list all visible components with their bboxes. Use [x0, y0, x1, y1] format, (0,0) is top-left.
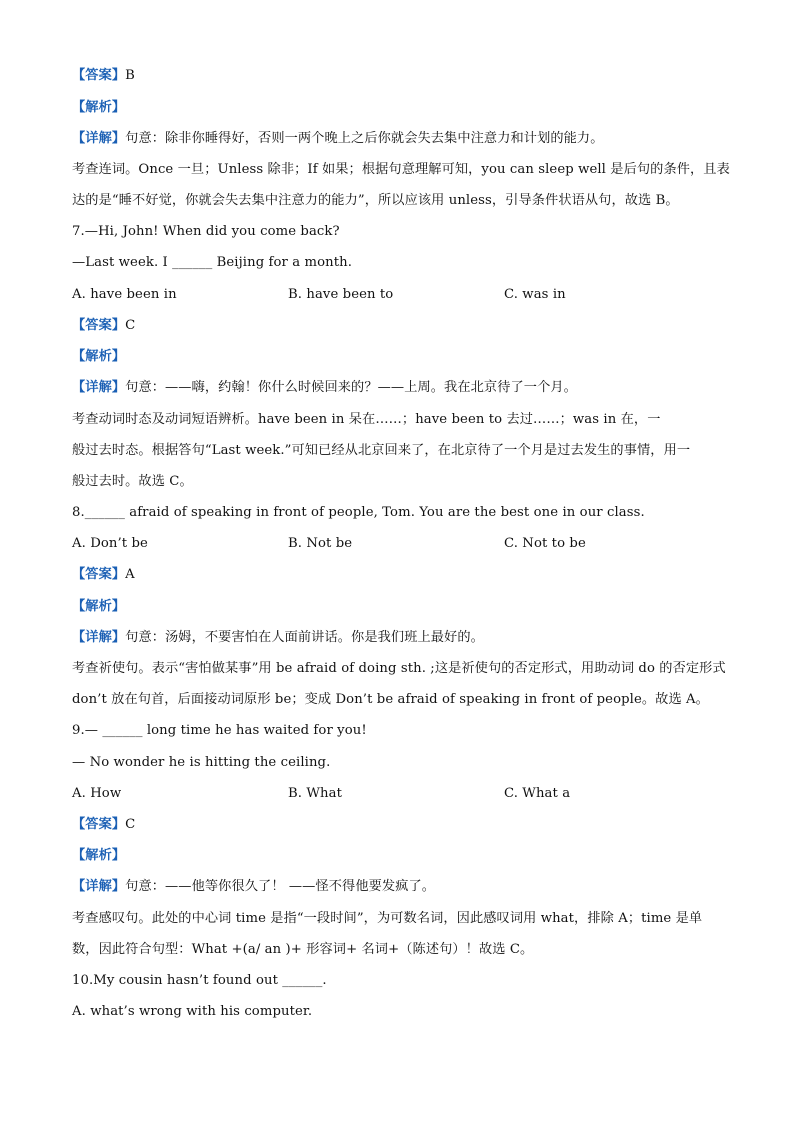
q6-explain-2: 达的是“睡不好觉，你就会失去集中注意力的能力”，所以应该用 unless，引导条件状语从句，故选 B。: [72, 193, 679, 208]
detail-text: 句意：除非你睡得好，否则一两个晚上之后你就会失去集中注意力和计划的能力。: [125, 131, 604, 146]
detail-text: 句意：汤姆，不要害怕在人面前讲话。你是我们班上最好的。: [125, 630, 484, 645]
detail-tag: 【详解】: [72, 630, 126, 645]
detail-tag: 【详解】: [72, 131, 126, 146]
q8-detail-line: [72, 628, 722, 648]
q8-option-c: C. Not to be: [504, 536, 586, 551]
analysis-tag: 【解析】: [72, 848, 126, 863]
q7-analysis-tag: [72, 347, 722, 367]
answer-value: C: [125, 817, 136, 832]
detail-tag: 【详解】: [72, 879, 126, 894]
q6-analysis-tag: [72, 98, 722, 118]
detail-tag: 【详解】: [72, 380, 126, 395]
q8-analysis-tag: [72, 597, 722, 617]
q7-answer-line: [72, 316, 722, 336]
q7-explain-1: 考查动词时态及动词短语辨析。have been in 呆在……；have been to 去过……；was in 在，一: [72, 412, 661, 427]
q9-detail-line: [72, 877, 722, 897]
q7-explain-2: 般过去时态。根据答句“Last week.”可知已经从北京回来了，在北京待了一个月是过去发生的事情，用一: [72, 443, 691, 458]
q10-question-1: 10.My cousin hasn’t found out ______.: [72, 973, 327, 988]
q8-answer-line: [72, 565, 722, 585]
analysis-tag: 【解析】: [72, 100, 126, 115]
answer-tag: 【答案】: [72, 318, 126, 333]
q7-option-a: A. have been in: [72, 287, 177, 302]
q7-option-b: B. have been to: [288, 287, 394, 302]
q7-question-1: 7.—Hi, John! When did you come back?: [72, 224, 340, 239]
detail-text: 句意：——嗨，约翰！你什么时候回来的？——上周。我在北京待了一个月。: [125, 380, 577, 395]
q9-answer-line: [72, 815, 722, 835]
answer-tag: 【答案】: [72, 68, 126, 83]
answer-value: C: [125, 318, 136, 333]
q9-option-b: B. What: [288, 786, 342, 801]
analysis-tag: 【解析】: [72, 599, 126, 614]
q9-question-1: 9.— ______ long time he has waited for you!: [72, 723, 367, 738]
q8-question-1: 8.______ afraid of speaking in front of people, Tom. You are the best one in our class.: [72, 505, 645, 520]
q6-detail-line: [72, 129, 722, 149]
q8-option-b: B. Not be: [288, 536, 353, 551]
q9-analysis-tag: [72, 846, 722, 866]
q9-option-c: C. What a: [504, 786, 571, 801]
answer-value: A: [125, 567, 135, 582]
q7-question-2: —Last week. I ______ Beijing for a month.: [72, 255, 353, 270]
answer-value: B: [125, 68, 135, 83]
q8-explain-2: don’t 放在句首，后面接动词原形 be；变成 Don’t be afraid of speaking in front of people。故选 A。: [72, 692, 709, 707]
q10-option-a-line: [72, 1002, 722, 1022]
q8-explain-1: 考查祈使句。表示“害怕做某事”用 be afraid of doing sth. ;这是祈使句的否定形式，用助动词 do 的否定形式: [72, 661, 726, 676]
answer-tag: 【答案】: [72, 817, 126, 832]
q7-detail-line: [72, 378, 722, 398]
q6-explain-1: 考查连词。Once 一旦；Unless 除非；If 如果；根据句意理解可知，you can sleep well 是后句的条件，且表: [72, 162, 730, 177]
q9-question-2: — No wonder he is hitting the ceiling.: [72, 755, 331, 770]
answer-tag: 【答案】: [72, 567, 126, 582]
q7-explain-3: 般过去时。故选 C。: [72, 474, 193, 489]
q7-option-c: C. was in: [504, 287, 566, 302]
q9-explain-1: 考查感叹句。此处的中心词 time 是指“一段时间”，为可数名词，因此感叹词用 what，排除 A；time 是单: [72, 911, 703, 926]
q6-answer-line: [72, 66, 722, 86]
q10-option-a: A. what’s wrong with his computer.: [72, 1004, 313, 1019]
q8-option-a: A. Don’t be: [72, 536, 148, 551]
analysis-tag: 【解析】: [72, 349, 126, 364]
q9-explain-2: 数，因此符合句型：What +(a/ an )+ 形容词+ 名词+（陈述句）！故选 C。: [72, 942, 534, 957]
detail-text: 句意：——他等你很久了！ ——怪不得他要发疯了。: [125, 879, 436, 894]
q9-option-a: A. How: [72, 786, 122, 801]
